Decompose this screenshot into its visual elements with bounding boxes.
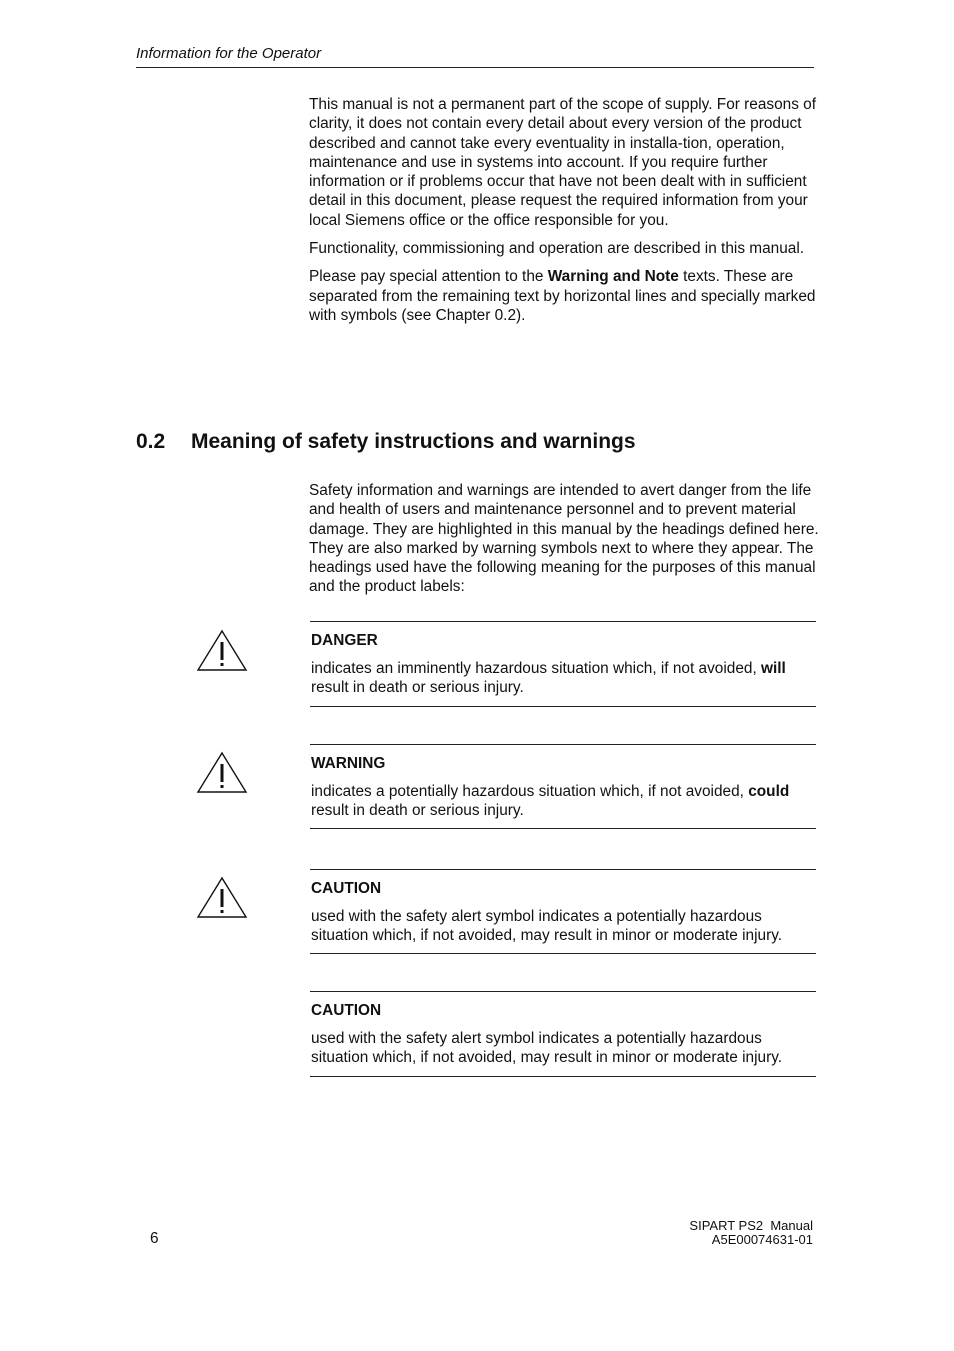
warning-text-after: result in death or serious injury. [311,802,524,819]
warning-notice [310,744,816,829]
intro-text [309,95,821,334]
warning-text-emphasis: could [748,782,790,800]
section-title: Meaning of safety instructions and warnings [191,430,636,453]
warning-triangle-icon [196,629,248,673]
warning-triangle-icon [196,751,248,795]
danger-text-after: result in death or serious injury. [311,679,524,696]
warning-title: WARNING [311,755,386,772]
warning-triangle-icon [196,876,248,920]
intro-paragraph-2: Functionality, commissioning and operation are described in this manual. [309,240,805,258]
running-header-title: Information for the Operator [136,45,322,62]
page-number: 6 [150,1230,159,1247]
warning-text-before: indicates a potentially hazardous situation which, if not avoided, [311,782,749,800]
caution-notice-no-symbol [310,991,816,1077]
intro-paragraph-1: This manual is not a permanent part of the scope of supply. For reasons of clarity, it does not contain every detail about every version of the product described and cannot take every eventuality in installa-tion, operation, maintenance and use in systems into account. If you require further information or if problems occur that have not been dealt with in sufficient detail in this document, please request the required information from your local Siemens office or the office responsible for you. [309,96,817,229]
danger-text-before: indicates an imminently hazardous situation which, if not avoided, [311,659,761,677]
section-number: 0.2 [136,430,166,453]
danger-text [311,659,816,698]
danger-title: DANGER [311,632,378,649]
intro-p3-emphasis: Warning and Note [547,268,679,286]
danger-text-emphasis: will [761,659,786,677]
footer-doc-id: A5E00074631-01 [711,1232,813,1247]
footer-doc-title: SIPART PS2 Manual [689,1218,813,1233]
section-intro: Safety information and warnings are intended to avert danger from the life and health of users and maintenance personnel and to prevent material damage. They are highlighted in this manual by the headings defined here. They are also marked by warning symbols next to where they appear. The headings used have the following meaning for the purposes of this manual and the product labels: [309,482,819,596]
caution-notice [310,869,816,954]
caution-title: CAUTION [311,880,382,897]
running-header [136,45,814,68]
intro-paragraph-3 [309,267,821,325]
footer-document-info [689,1219,813,1247]
caution-text: used with the safety alert symbol indicates a potentially hazardous situation which, if not avoided, may result in minor or moderate injury. [311,1029,783,1066]
caution-text: used with the safety alert symbol indicates a potentially hazardous situation which, if not avoided, may result in minor or moderate injury. [311,907,783,944]
warning-text [311,782,816,821]
intro-p3-after: texts. These are separated from the remaining text by horizontal lines and specially marked with symbols (see Chapter 0.2). [309,268,816,324]
intro-p3-before: Please pay special attention to the [309,268,548,286]
section-heading [136,430,636,454]
danger-notice [310,621,816,707]
caution-title: CAUTION [311,1002,382,1019]
